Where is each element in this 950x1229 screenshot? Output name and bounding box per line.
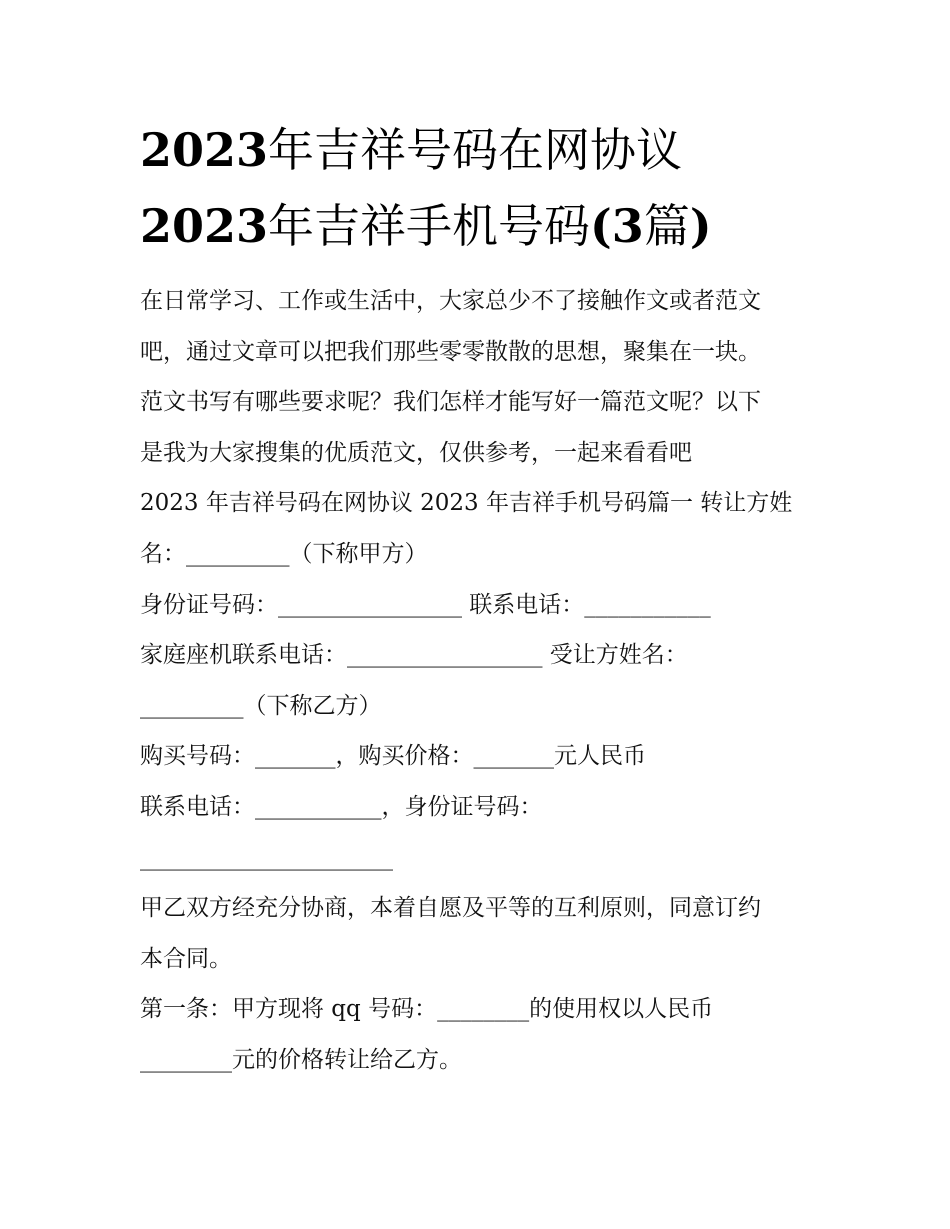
document-body xyxy=(140,276,820,1086)
title-year-1: 2023 xyxy=(140,123,269,177)
title-text-1: 年吉祥号码在网协议 xyxy=(268,123,683,177)
body-line: 身份证号码：________________ 联系电话：___________ xyxy=(140,591,711,618)
title-text-2: 年吉祥手机号码 xyxy=(268,199,591,253)
body-line: 本合同。 xyxy=(140,945,232,972)
body-line: 家庭座机联系电话：_________________ 受让方姓名： xyxy=(140,642,688,669)
title-line-2 xyxy=(140,188,820,264)
title-line-1 xyxy=(140,112,820,188)
body-line: 第一条：甲方现将 qq 号码：________的使用权以人民币 xyxy=(140,996,714,1023)
title-count-unit: 篇 xyxy=(643,199,690,253)
body-line: 甲乙双方经充分协商，本着自愿及平等的互利原则，同意订约 xyxy=(140,895,761,922)
document-title xyxy=(140,112,820,264)
title-year-2: 2023 xyxy=(140,199,269,253)
body-line: 联系电话：___________，身份证号码： xyxy=(140,793,543,820)
body-line: 吧，通过文章可以把我们那些零零散散的思想，聚集在一块。 xyxy=(140,338,761,365)
body-line: 范文书写有哪些要求呢？我们怎样才能写好一篇范文呢？以下 xyxy=(140,389,761,416)
body-line: 2023 年吉祥号码在网协议 2023 年吉祥手机号码篇一 转让方姓 xyxy=(140,490,793,517)
body-line: 是我为大家搜集的优质范文，仅供参考，一起来看看吧 xyxy=(140,439,692,466)
body-line: ______________________ xyxy=(140,844,393,871)
body-line: 购买号码：_______，购买价格：_______元人民币 xyxy=(140,743,646,770)
title-count-close: ) xyxy=(689,199,712,253)
body-line: 在日常学习、工作或生活中，大家总少不了接触作文或者范文 xyxy=(140,288,761,314)
body-line: _________（下称乙方） xyxy=(140,692,382,719)
title-count-open: (3 xyxy=(590,199,644,253)
body-line: 名：_________（下称甲方） xyxy=(140,540,428,567)
body-line: ________元的价格转让给乙方。 xyxy=(140,1046,462,1073)
